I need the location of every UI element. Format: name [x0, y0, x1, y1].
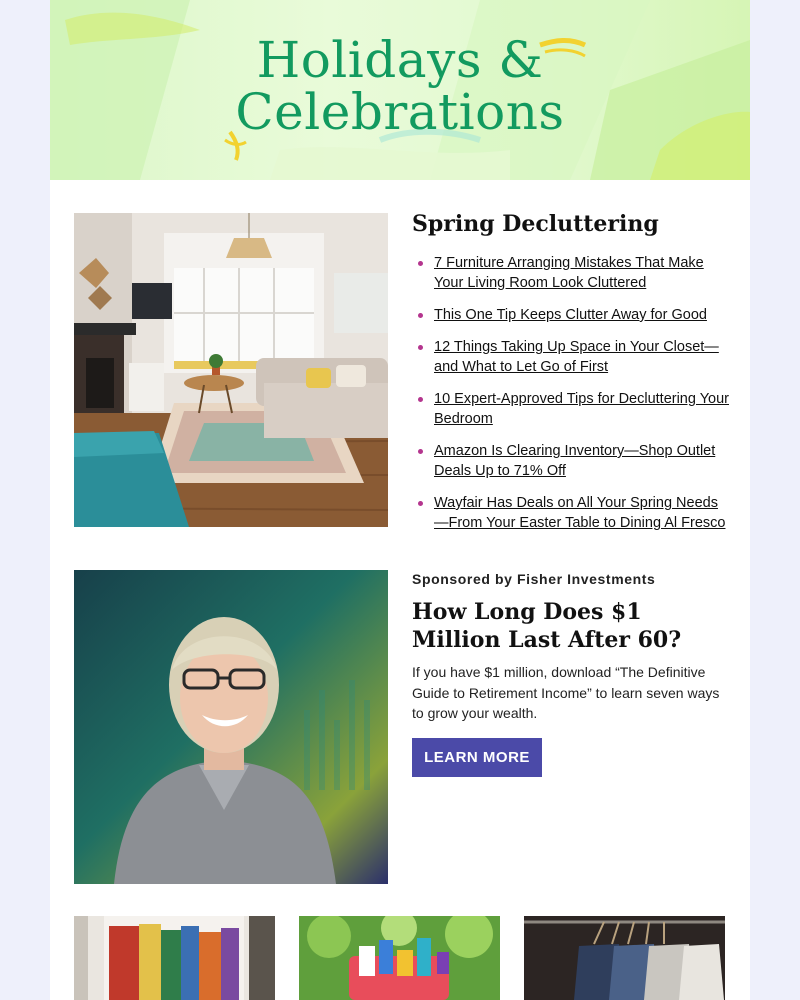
learn-more-button[interactable]: LEARN MORE — [412, 738, 542, 777]
article-link[interactable]: This One Tip Keeps Clutter Away for Good — [434, 307, 707, 323]
hero-title-line1: Holidays & — [256, 31, 544, 89]
list-item — [412, 337, 730, 377]
list-item — [412, 389, 730, 429]
list-item — [412, 441, 730, 481]
cleaning-supplies-photo[interactable] — [299, 916, 500, 1000]
article-link[interactable]: Wayfair Has Deals on All Your Spring Needs—From Your Easter Table to Dining Al Fresco — [434, 495, 726, 531]
list-item — [412, 305, 730, 325]
ad-title[interactable]: How Long Does $1 Million Last After 60? — [412, 599, 682, 653]
email-page — [50, 0, 750, 1000]
closet-photo[interactable] — [74, 916, 275, 1000]
ad-photo-woman[interactable] — [74, 570, 388, 884]
hangers-photo[interactable] — [524, 916, 725, 1000]
living-room-photo[interactable] — [74, 213, 388, 527]
ad-body-text: If you have $1 million, download “The Definitive Guide to Retirement Income” to learn seven ways to grow your wealth. — [412, 664, 720, 721]
article-link[interactable]: 10 Expert-Approved Tips for Decluttering Your Bedroom — [434, 391, 729, 427]
article-link[interactable]: 12 Things Taking Up Space in Your Closet—and What to Let Go of First — [434, 339, 719, 375]
hero-title-line2: Celebrations — [235, 83, 565, 141]
section-title-spring: Spring Decluttering — [412, 211, 659, 237]
hero-title — [50, 31, 750, 141]
list-item — [412, 493, 730, 533]
spring-links-list — [412, 253, 730, 545]
list-item — [412, 253, 730, 293]
article-link[interactable]: 7 Furniture Arranging Mistakes That Make Your Living Room Look Cluttered — [434, 255, 704, 291]
hero-banner — [50, 0, 750, 180]
sponsor-label: Sponsored by Fisher Investments — [412, 571, 656, 587]
article-link[interactable]: Amazon Is Clearing Inventory—Shop Outlet Deals Up to 71% Off — [434, 443, 716, 479]
